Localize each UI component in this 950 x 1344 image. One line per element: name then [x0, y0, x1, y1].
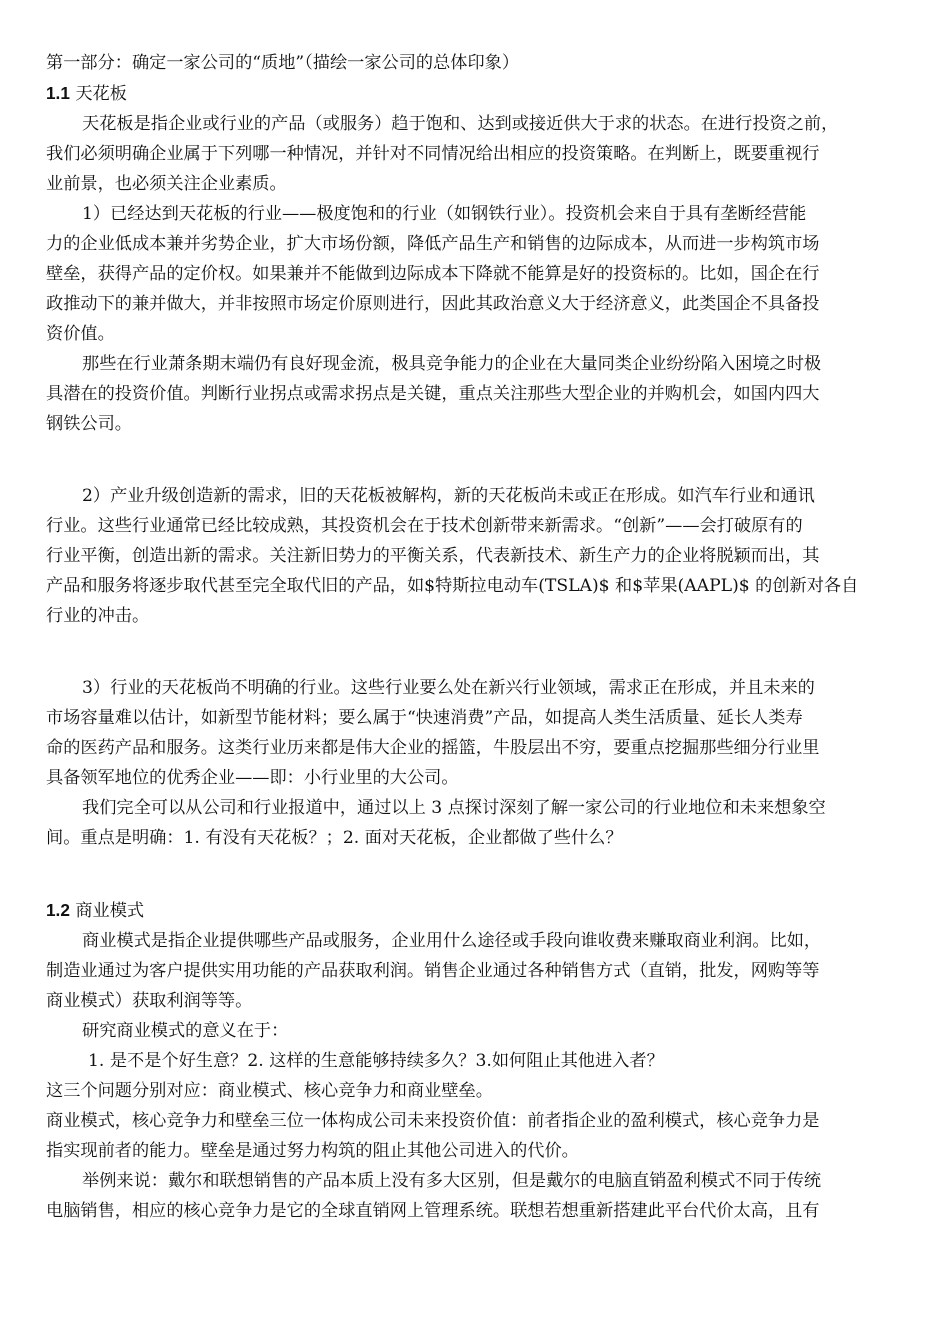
paragraph-example	[46, 1166, 906, 1226]
text-line: 行业。这些行业通常已经比较成熟，其投资机会在于技术创新带来新需求。“创新”——会打破原有的	[46, 516, 803, 536]
text-line: 商业模式，核心竞争力和壁垒三位一体构成公司未来投资价值：前者指企业的盈利模式，核心竞争力是	[46, 1111, 820, 1131]
text-line: 产品和服务将逐步取代甚至完全取代旧的产品，如$特斯拉电动车(TSLA)$ 和$苹果(AAPL)$ 的创新对各自	[46, 576, 859, 596]
text-line: 制造业通过为客户提供实用功能的产品获取利润。销售企业通过各种销售方式（直销，批发，网购等等	[46, 961, 820, 981]
text-line: 资价值。	[46, 324, 115, 344]
text-line: 命的医药产品和服务。这类行业历来都是伟大企业的摇篮，牛股层出不穷，要重点挖掘那些细分行业里	[46, 738, 820, 758]
paragraph-case-2	[46, 481, 906, 631]
text-line: 3）行业的天花板尚不明确的行业。这些行业要么处在新兴行业领域，需求正在形成，并且未来的	[82, 678, 815, 698]
spacer	[46, 853, 906, 895]
text-line: 具备领军地位的优秀企业——即：小行业里的大公司。	[46, 768, 459, 788]
text-line: 那些在行业萧条期末端仍有良好现金流，极具竞争能力的企业在大量同类企业纷纷陷入困境之时极	[82, 354, 822, 374]
paragraph-business-model	[46, 926, 906, 1016]
text-line: 我们完全可以从公司和行业报道中，通过以上 3 点探讨深刻了解一家公司的行业地位和未来想象空	[82, 798, 826, 818]
document-page	[46, 48, 906, 1226]
text-line: 行业的冲击。	[46, 606, 150, 626]
paragraph-ceiling-definition	[46, 109, 906, 199]
section-heading-1-2	[46, 895, 906, 926]
section-heading-1-1	[46, 78, 906, 109]
text-line: 1）已经达到天花板的行业——极度饱和的行业（如钢铁行业）。投资机会来自于具有垄断经营能	[82, 204, 807, 224]
numbered-list: 1. 是不是个好生意？2. 这样的生意能够持续多久？3.如何阻止其他进入者？	[88, 1051, 664, 1071]
section-title: 天花板	[69, 84, 127, 104]
text-line: 政推动下的兼并做大，并非按照市场定价原则进行，因此其政治意义大于经济意义，此类国企不具备投	[46, 294, 820, 314]
paragraph-significance: 研究商业模式的意义在于：	[82, 1021, 289, 1041]
text-line: 钢铁公司。	[46, 414, 132, 434]
text-line: 市场容量难以估计，如新型节能材料；要么属于“快速消费”产品，如提高人类生活质量、延长人类寿	[46, 708, 803, 728]
text-line: 电脑销售，相应的核心竞争力是它的全球直销网上管理系统。联想若想重新搭建此平台代价太高，且有	[46, 1201, 820, 1221]
text-line: 壁垒，获得产品的定价权。如果兼并不能做到边际成本下降就不能算是好的投资标的。比如，国企在行	[46, 264, 820, 284]
text-line: 行业平衡，创造出新的需求。关注新旧势力的平衡关系，代表新技术、新生产力的企业将脱颖而出，其	[46, 546, 820, 566]
text-line: 举例来说：戴尔和联想销售的产品本质上没有多大区别，但是戴尔的电脑直销盈利模式不同于传统	[82, 1171, 822, 1191]
part-title: 第一部分：确定一家公司的“质地”（描绘一家公司的总体印象）	[46, 53, 520, 73]
section-number: 1.1	[46, 83, 70, 103]
text-line: 力的企业低成本兼并劣势企业，扩大市场份额，降低产品生产和销售的边际成本，从而进一步构筑市场	[46, 234, 820, 254]
section-title: 商业模式	[69, 901, 145, 921]
paragraph-trinity	[46, 1106, 906, 1166]
paragraph-case-3	[46, 673, 906, 793]
text-line: 我们必须明确企业属于下列哪一种情况，并针对不同情况给出相应的投资策略。在判断上，既要重视行	[46, 144, 820, 164]
text-line: 业前景，也必须关注企业素质。	[46, 174, 287, 194]
text-line: 2）产业升级创造新的需求，旧的天花板被解构，新的天花板尚未或正在形成。如汽车行业和通讯	[82, 486, 815, 506]
text-line: 间。重点是明确：1. 有没有天花板？；2. 面对天花板，企业都做了些什么？	[46, 828, 623, 848]
paragraph-case-1-detail	[46, 349, 906, 439]
text-line: 商业模式是指企业提供哪些产品或服务，企业用什么途径或手段向谁收费来赚取商业利润。比如，	[82, 931, 822, 951]
paragraph-case-1	[46, 199, 906, 349]
paragraph-summary	[46, 793, 906, 853]
text-line: 具潜在的投资价值。判断行业拐点或需求拐点是关键，重点关注那些大型企业的并购机会，如国内四大	[46, 384, 820, 404]
spacer	[46, 631, 906, 673]
paragraph-correspondence: 这三个问题分别对应：商业模式、核心竞争力和商业壁垒。	[46, 1081, 493, 1101]
text-line: 天花板是指企业或行业的产品（或服务）趋于饱和、达到或接近供大于求的状态。在进行投资之前，	[82, 114, 839, 134]
section-number: 1.2	[46, 900, 70, 920]
text-line: 指实现前者的能力。壁垒是通过努力构筑的阻止其他公司进入的代价。	[46, 1141, 579, 1161]
text-line: 商业模式）获取利润等等。	[46, 991, 253, 1011]
spacer	[46, 439, 906, 481]
